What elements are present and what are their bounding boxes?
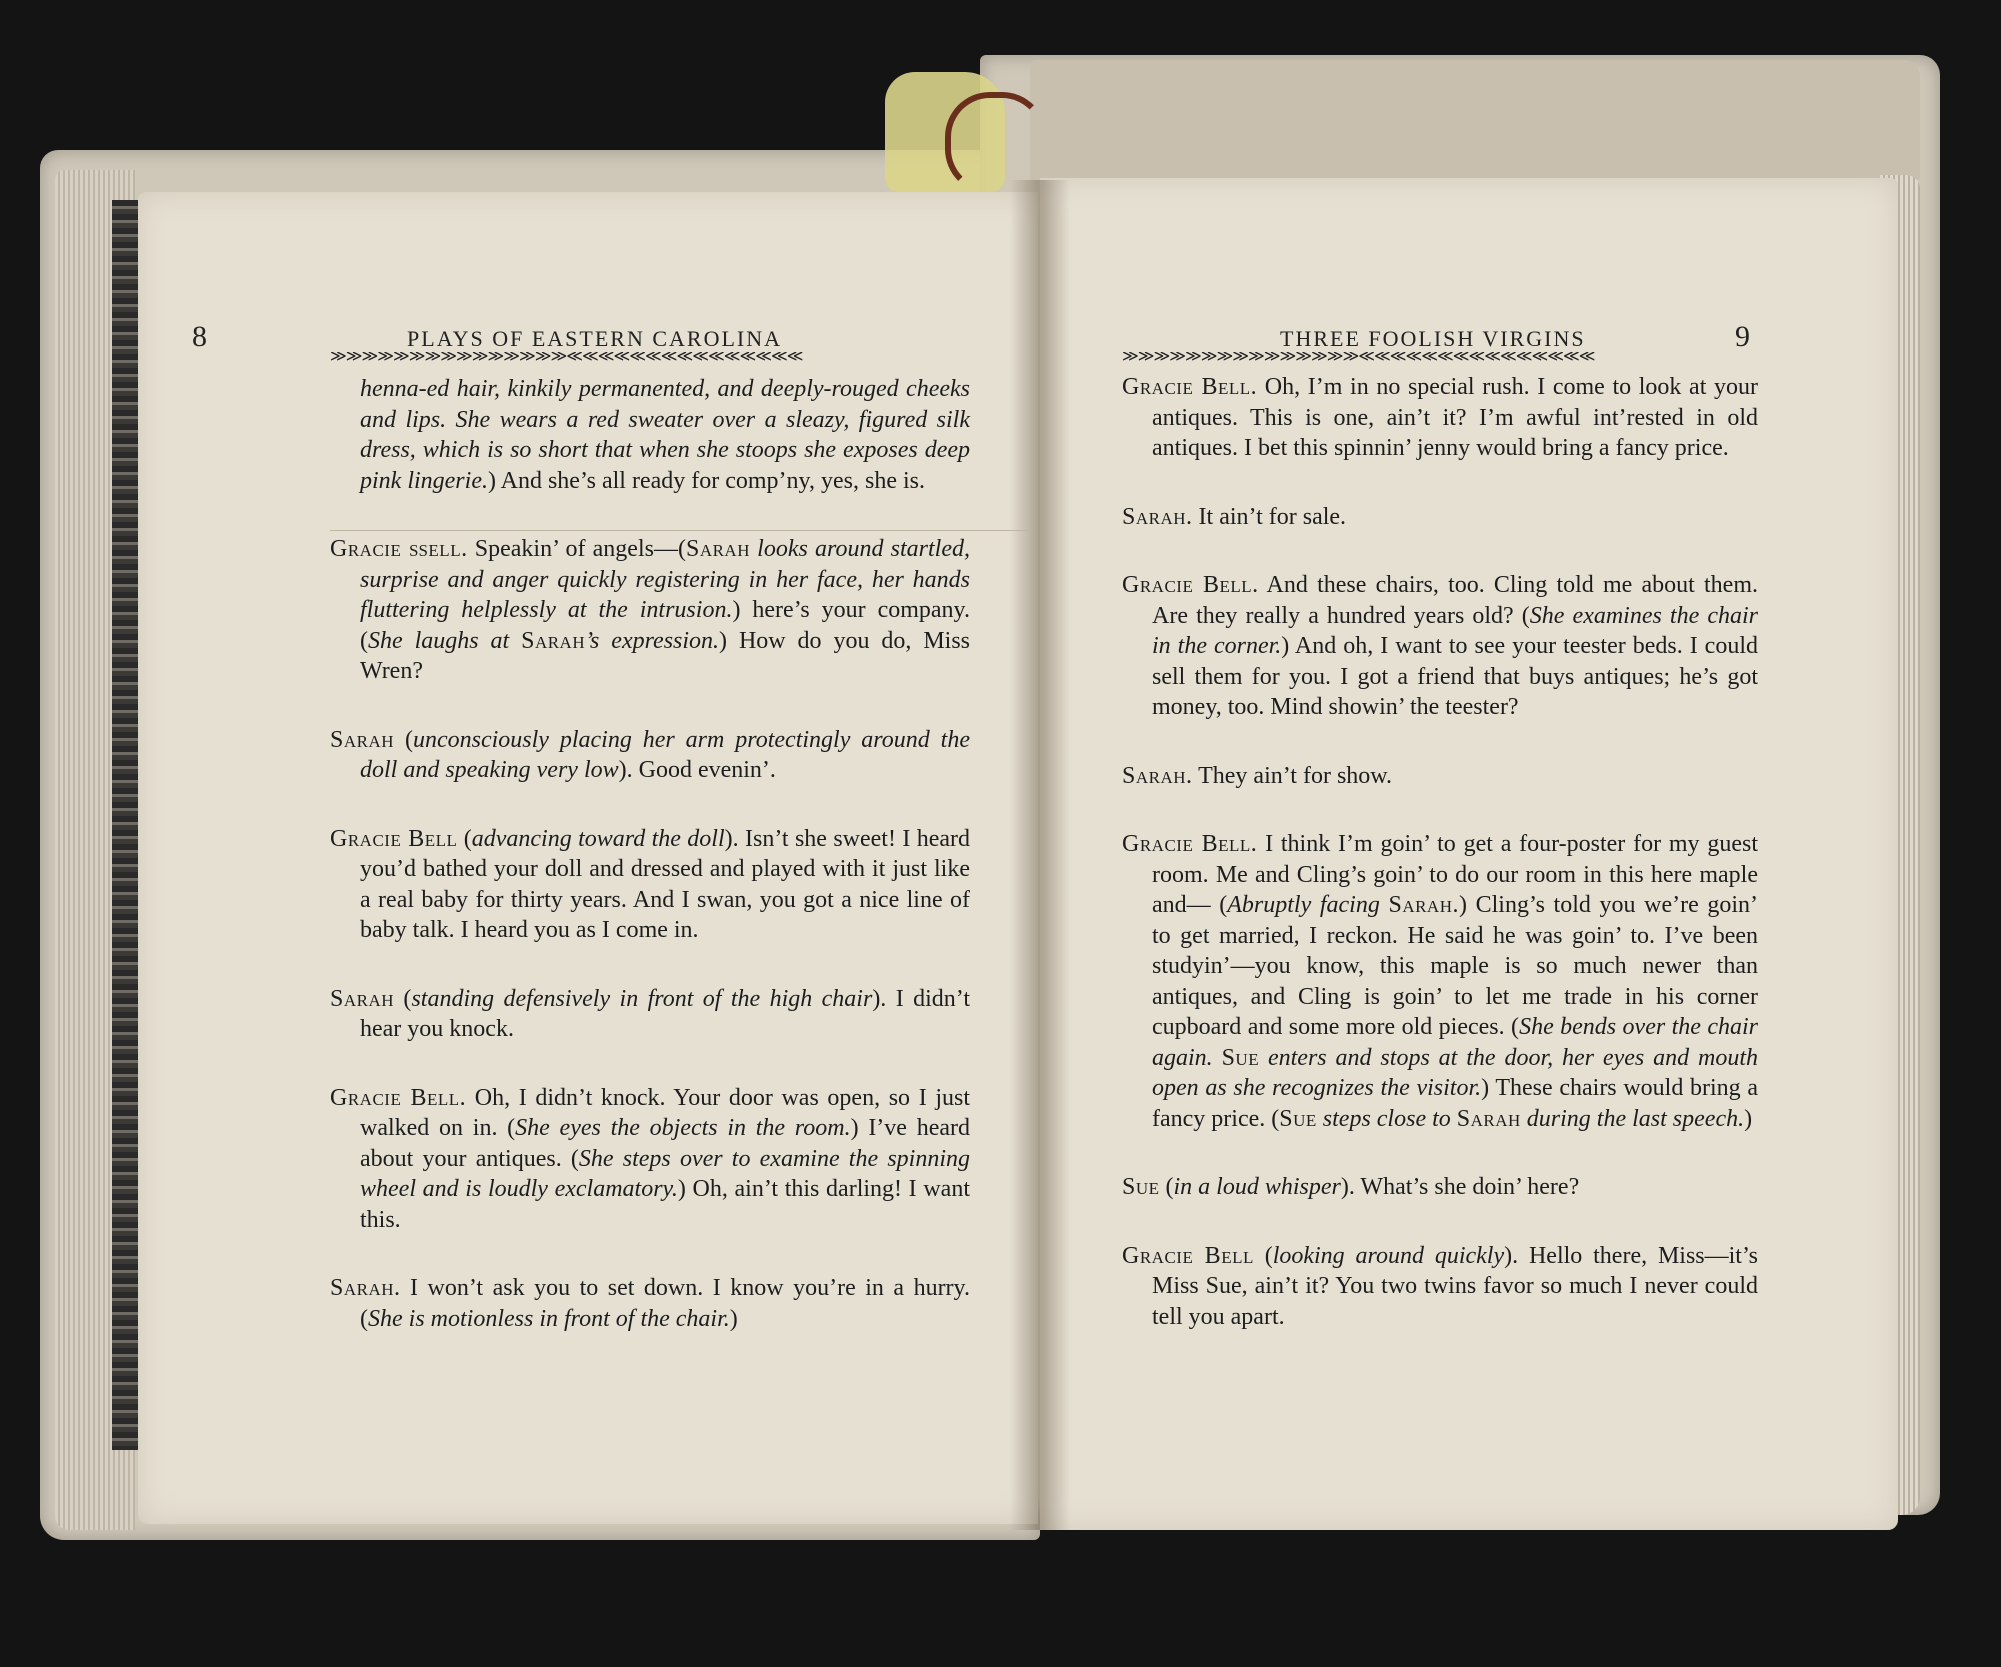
stage-direction: during the last speech. (1520, 1105, 1745, 1132)
dialogue-paragraph (1122, 1172, 1758, 1203)
dialogue-paragraph (330, 374, 970, 496)
left-page-text (330, 374, 970, 1372)
stage-direction: enters and stops at the door, her eyes and mouth open as she recognizes the visitor. (1152, 1044, 1758, 1101)
dialogue-text: ) here’s your company. ( (360, 597, 971, 654)
dialogue-paragraph (330, 534, 970, 687)
right-running-head: THREE FOOLISH VIRGINS (1280, 326, 1586, 351)
stage-direction: standing defensively in front of the high chair (411, 985, 873, 1012)
dialogue-text: And these chairs, too. Cling told me about them. Are they really a hundred years old? ( (1152, 572, 1758, 629)
stage-direction: Abruptly facing (1227, 892, 1389, 918)
dialogue-text: ) (729, 1305, 738, 1332)
dialogue-text: ). What’s she doin’ here? (1340, 1174, 1580, 1200)
dialogue-text: ( (394, 726, 413, 753)
dialogue-text: ( (394, 985, 412, 1012)
speaker-name: Gracie Bell. (330, 1084, 467, 1111)
stage-direction: advancing toward the doll (471, 825, 725, 852)
dialogue-text: ) How do you do, Miss Wren? (360, 627, 970, 684)
character-name: Sarah (521, 627, 586, 654)
dialogue-paragraph (1122, 829, 1758, 1134)
dialogue-paragraph (1122, 761, 1758, 792)
dialogue-text: ) (1744, 1105, 1753, 1132)
stage-direction: She eyes the objects in the room. (515, 1115, 851, 1141)
dialogue-text: ( (1253, 1242, 1273, 1269)
dialogue-text: ). Good evenin’. (618, 757, 776, 783)
dialogue-paragraph (330, 1083, 970, 1236)
speaker-name: Sarah (330, 985, 395, 1012)
character-name: Sarah (685, 536, 750, 562)
stage-direction: ’s expression. (585, 627, 720, 654)
dialogue-text: Oh, I’m in no special rush. I come to look at your antiques. This is one, ain’t it? I’m awful int’rested in old antiques. I bet this spinnin’ jenny would bring a fancy price. (1152, 374, 1759, 461)
right-running-header (1120, 320, 1750, 354)
left-running-head: PLAYS OF EASTERN CAROLINA (407, 326, 782, 351)
dialogue-paragraph (330, 984, 970, 1045)
left-running-header (192, 320, 972, 354)
left-page-number: 8 (192, 320, 207, 353)
dialogue-text: Speakin’ of angels—( (467, 536, 686, 562)
dialogue-paragraph (1122, 570, 1758, 723)
dialogue-text: ). I didn’t hear you knock. (360, 985, 970, 1042)
dialogue-text: ) Cling’s told you we’re goin’ to get married, I reckon. He said he was goin’ to. I’ve been studyin’—you know, this maple is so much newer than antiques, and Cling is goin’ to let me trade in his corner cupboard and some more old pieces. ( (1152, 892, 1758, 1040)
dialogue-text: ) Oh, ain’t this darling! I want this. (360, 1176, 970, 1233)
dialogue-paragraph (1122, 502, 1758, 533)
stage-direction: steps close to (1316, 1105, 1457, 1132)
dark-page-edge (112, 200, 138, 1450)
character-name: Sarah (1456, 1105, 1521, 1132)
stage-direction: She bends over the chair again. (1152, 1014, 1759, 1071)
dialogue-text: ( (1159, 1174, 1174, 1200)
dialogue-text: ) And she’s all ready for comp’ny, yes, she is. (487, 467, 925, 494)
dialogue-text: ). Isn’t she sweet! I heard you’d bathed your doll and dressed and played with it just like a real baby for thirty years. And I swan, you got a nice line of baby talk. I heard you as I come in. (360, 825, 970, 943)
speaker-name: Sarah (330, 726, 395, 753)
stage-direction: She examines the chair in the corner. (1152, 602, 1758, 659)
dialogue-text: I think I’m goin’ to get a four-poster for my guest room. Me and Cling’s goin’ to do our room in this here maple and— ( (1152, 831, 1758, 918)
stage-direction: looking around quickly (1272, 1242, 1505, 1269)
speaker-name: Sue (1122, 1174, 1160, 1200)
right-page-text (1122, 372, 1758, 1370)
dialogue-paragraph (330, 1273, 970, 1334)
speaker-name: Gracie Bell. (1122, 831, 1258, 857)
right-ornament-rule: ≫≫≫≫≫≫≫≫≫≫≫≫≫≫≫≪≪≪≪≪≪≪≪≪≪≪≪≪≪≪ (1122, 352, 1595, 362)
speaker-name: Sarah. (1122, 762, 1193, 789)
dialogue-text: It ain’t for sale. (1192, 503, 1347, 530)
dialogue-paragraph (1122, 1241, 1758, 1333)
dialogue-text: ). Hello there, Miss—it’s Miss Sue, ain’t it? You two twins favor so much I never could tell you apart. (1152, 1242, 1758, 1330)
dialogue-paragraph (1122, 372, 1758, 464)
speaker-name: Gracie Bell. (1122, 572, 1259, 598)
speaker-name: Gracie Bell (1122, 1242, 1254, 1269)
dialogue-text: ( (457, 825, 472, 852)
stage-direction: looks around startled, surprise and anger quickly registering in her face, her hands fluttering helplessly at the intrusion. (360, 536, 970, 623)
left-ornament-rule: ≫≫≫≫≫≫≫≫≫≫≫≫≫≫≫≪≪≪≪≪≪≪≪≪≪≪≪≪≪≪ (330, 352, 803, 362)
dialogue-text: I won’t ask you to set down. I know you’re in a hurry. ( (360, 1275, 970, 1332)
dialogue-paragraph (330, 725, 970, 786)
dialogue-text: Oh, I didn’t knock. Your door was open, so I just walked on in. ( (360, 1084, 970, 1141)
character-name: Sarah. (1388, 892, 1459, 918)
speaker-name: Gracie Bell (330, 825, 458, 852)
stage-direction: unconsciously placing her arm protectingly around the doll and speaking very low (360, 726, 970, 783)
book-gutter (1010, 180, 1070, 1530)
stage-direction: She is motionless in front of the chair. (368, 1305, 730, 1332)
page-block-top (1030, 60, 1920, 180)
speaker-name: Gracie Bell. (1122, 374, 1258, 400)
dialogue-text: ) These chairs would bring a fancy price. ( (1152, 1075, 1758, 1132)
character-name: Sue (1279, 1105, 1317, 1132)
dialogue-paragraph (330, 824, 970, 946)
speaker-name: Sarah. (330, 1275, 401, 1301)
right-page-number: 9 (1735, 320, 1750, 353)
stage-direction: She laughs at (368, 627, 522, 654)
binding-string (945, 92, 1047, 194)
stage-direction: in a loud whisper (1173, 1174, 1341, 1200)
dialogue-text: They ain’t for show. (1192, 762, 1393, 789)
dialogue-text: ) And oh, I want to see your teester beds. I could sell them for you. I got a friend that buys antiques; he’s got money, too. Mind showin’ the teester? (1152, 633, 1758, 720)
speaker-name: Sarah. (1122, 503, 1193, 530)
speaker-name: Gracie ßell. (330, 536, 468, 562)
stage-direction: henna-ed hair, kinkily permanented, and deeply-rouged cheeks and lips. She wears a red sweater over a sleazy, figured silk dress, which is so short that when she stoops she exposes deep pink lingerie. (360, 376, 970, 494)
stage-direction: She steps over to examine the spinning wheel and is loudly exclamatory. (360, 1145, 970, 1202)
character-name: Sue (1221, 1044, 1260, 1071)
dialogue-text: ) I’ve heard about your antiques. ( (360, 1115, 970, 1172)
